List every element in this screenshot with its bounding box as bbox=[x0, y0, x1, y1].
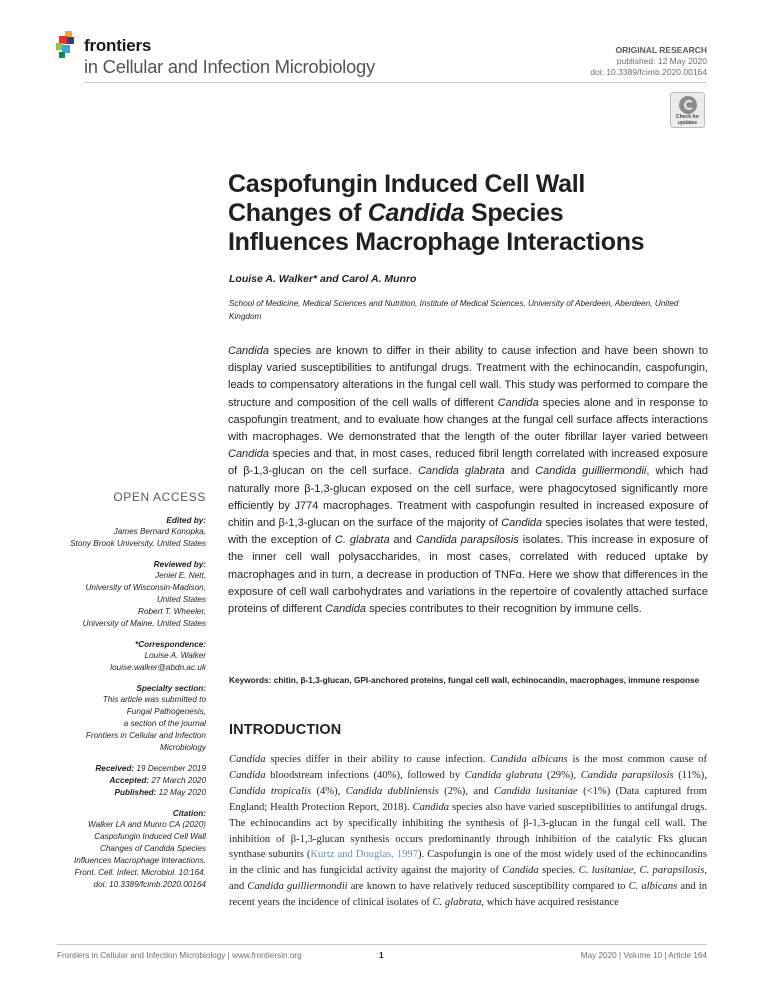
title-line-3: Influences Macrophage Interactions bbox=[228, 228, 645, 256]
reviewer-1-country: United States bbox=[156, 595, 206, 604]
text-run: species are known to differ in their ability to cause infection and have been shown to display varied susceptibilities to antifungal drugs. Treatment with the echinocandin, caspofungin, leads to compensatory alterations in the fungal cell wall. This study was performed to compare the structure and composition of the cell walls of different bbox=[228, 345, 708, 409]
refresh-icon bbox=[679, 96, 697, 114]
text-run: (4%), bbox=[311, 785, 346, 797]
species-name: Candida guilliermondii bbox=[247, 881, 348, 893]
reviewer-1-affiliation: University of Wisconsin-Madison, bbox=[85, 583, 206, 592]
article-meta bbox=[590, 45, 707, 78]
correspondence-name: Louise A. Walker bbox=[144, 651, 206, 660]
species-name: Candida bbox=[412, 801, 450, 813]
reviewer-2-affiliation: University of Maine, United States bbox=[82, 619, 206, 628]
text-run: and in recent years the incidence of clinical isolates of bbox=[229, 881, 707, 909]
published-date-sidebar: 12 May 2020 bbox=[158, 788, 206, 797]
text-run: is the most common cause of bbox=[567, 754, 707, 765]
received-label: Received: bbox=[95, 764, 135, 773]
keywords-list: chitin, β-1,3-glucan, GPI-anchored proteins, fungal cell wall, echinocandin, macrophages, immune response bbox=[273, 675, 700, 685]
published-label: Published: bbox=[114, 788, 157, 797]
text-run: species and that, in most cases, reduced fibril length correlated with increased exposure of β-1,3-glucan on the cell surface. bbox=[228, 448, 708, 478]
header-divider bbox=[84, 82, 707, 83]
text-run: species differ in their ability to cause infection. bbox=[265, 754, 491, 765]
page-number: 1 bbox=[379, 951, 384, 960]
title-line-1: Caspofungin Induced Cell Wall bbox=[228, 170, 586, 198]
keywords-label: Keywords: bbox=[229, 675, 272, 685]
species-name: Candida bbox=[228, 345, 269, 357]
check-for-updates-button[interactable] bbox=[670, 92, 705, 128]
species-name: C. glabrata bbox=[334, 534, 390, 547]
species-name: Candida bbox=[501, 517, 543, 530]
citation-line-2: Caspofungin Induced Cell Wall bbox=[94, 832, 206, 841]
text-run: , which had naturally more β-1,3-glucan exposed on the cell surface, were phagocytosed significantly more efficiently by J774 macrophages. Treatment with caspofungin resulted in increased exposure of chitin and β-1,3-glucan on the surface of the majority of bbox=[228, 465, 708, 530]
text-run: (<1%) (Data captured from England; Health Protection Report, 2018). bbox=[229, 785, 707, 813]
species-name: Candida bbox=[325, 603, 367, 616]
text-run: bloodstream infections (40%), followed by bbox=[265, 769, 465, 781]
text-run: (29%), bbox=[542, 769, 581, 781]
specialty-line-1: This article was submitted to bbox=[102, 695, 206, 704]
sidebar bbox=[60, 490, 206, 891]
specialty-line-5: Microbiology bbox=[160, 743, 206, 752]
text-run: species alone and in response to caspofungin treatment, and to evaluate how changes at the fungal cell surface affects interactions with macrophages. We demonstrated that the length of the outer fibrillar layer varied between bbox=[228, 396, 708, 444]
species-name: Candida bbox=[502, 865, 539, 877]
specialty-line-2: Fungal Pathogenesis, bbox=[126, 707, 206, 716]
species-name: Candida bbox=[228, 448, 269, 461]
text-run: species isolates that were tested, with the exception of bbox=[228, 517, 708, 547]
text-run: species contributes to their recognition by immune cells. bbox=[366, 603, 642, 616]
footer-issue-info: May 2020 | Volume 10 | Article 164 bbox=[580, 951, 707, 960]
section-heading-introduction: INTRODUCTION bbox=[229, 722, 342, 738]
accepted-row bbox=[60, 775, 206, 787]
text-run: , bbox=[633, 865, 640, 877]
species-name: Candida parapsilosis bbox=[580, 769, 674, 781]
species-name: Candida glabrata bbox=[464, 769, 543, 781]
text-run: and bbox=[504, 465, 536, 478]
citation-label: Citation: bbox=[172, 809, 206, 818]
keywords bbox=[229, 675, 709, 687]
reviewer-2-name[interactable]: Robert T. Wheeler, bbox=[138, 607, 206, 616]
check-updates-line-1: Check for bbox=[675, 114, 700, 120]
text-run: , which have acquired resistance bbox=[481, 897, 619, 909]
citation-line-3: Changes of Candida Species bbox=[99, 844, 206, 853]
published-row bbox=[60, 787, 206, 799]
citation-line-4: Influences Macrophage Interactions. bbox=[74, 856, 206, 865]
correspondence-email[interactable]: louise.walker@abdn.ac.uk bbox=[110, 663, 206, 672]
species-name: C. parapsilosis bbox=[639, 865, 705, 877]
introduction-text bbox=[229, 752, 707, 911]
reference-link[interactable]: Kurtz and Douglas, 1997 bbox=[310, 849, 419, 861]
received-row bbox=[60, 763, 206, 775]
species-name: Candida dubliniensis bbox=[345, 785, 439, 797]
species-name: Candida guilliermondii bbox=[535, 465, 647, 478]
species-name: Candida lusitaniae bbox=[494, 785, 578, 797]
species-name: C. lusitaniae bbox=[578, 865, 634, 877]
reviewed-by-label: Reviewed by: bbox=[153, 560, 206, 569]
text-run: species also have varied susceptibilities to antifungal drugs. The echinocandins act by specifically inhibiting the synthesis of β-1,3-glucan in the fungal cell wall. The inhibition of β-1,3-glucan synthesis occurs predominantly through inhibition of the catalytic Fks glucan synthase subunits ( bbox=[229, 801, 707, 861]
article-type: ORIGINAL RESEARCH bbox=[615, 45, 707, 55]
received-date: 19 December 2019 bbox=[136, 764, 206, 773]
frontiers-logo-icon bbox=[56, 31, 82, 61]
accepted-date: 27 March 2020 bbox=[151, 776, 206, 785]
text-run: isolates. This increase in exposure of the inner cell wall polysaccharides, in most cases, correlated with reduced uptake by macrophages and in turn, a decrease in production of TNFα. Here we show that differences in the exposure of cell wall carbohydrates and variations in the repertoire of covalently attached surface proteins of different bbox=[228, 534, 709, 616]
citation-doi[interactable]: doi: 10.3389/fcimb.2020.00164 bbox=[93, 880, 206, 889]
text-run: ). Caspofungin is one of the most widely used of the echinocandins in the clinic and has fungicidal activity against the majority of bbox=[229, 849, 707, 877]
open-access-label: OPEN ACCESS bbox=[113, 490, 206, 504]
title-line-2b: Species bbox=[464, 199, 564, 227]
article-title bbox=[228, 170, 718, 257]
citation-line-1: Walker LA and Munro CA (2020) bbox=[87, 820, 206, 829]
specialty-line-3: a section of the journal bbox=[123, 719, 206, 728]
journal-name: in Cellular and Infection Microbiology bbox=[84, 56, 375, 77]
text-run: (2%), and bbox=[438, 785, 495, 797]
affiliation: School of Medicine, Medical Sciences and Nutrition, Institute of Medical Sciences, University of Aberdeen, Aberdeen, United Kingdom bbox=[229, 299, 679, 321]
text-run: species. bbox=[538, 865, 579, 877]
species-name: Candida bbox=[229, 754, 266, 765]
species-name: Candida bbox=[229, 769, 266, 781]
text-run: (11%), bbox=[673, 769, 707, 781]
check-updates-line-2: updates bbox=[677, 119, 698, 126]
article-doi[interactable]: doi: 10.3389/fcimb.2020.00164 bbox=[590, 67, 707, 77]
published-date: published: 12 May 2020 bbox=[616, 56, 707, 66]
editor-name[interactable]: James Bernard Konopka, bbox=[113, 527, 206, 536]
species-name: C. albicans bbox=[628, 881, 678, 893]
accepted-label: Accepted: bbox=[109, 776, 150, 785]
title-genus: Candida bbox=[367, 199, 465, 227]
text-run: and bbox=[389, 534, 416, 547]
species-name: Candida tropicalis bbox=[229, 785, 312, 797]
species-name: Candida bbox=[497, 396, 539, 409]
text-run: are known to have relatively reduced susceptibility compared to bbox=[347, 881, 629, 893]
footer-journal-link[interactable]: Frontiers in Cellular and Infection Microbiology | www.frontiersin.org bbox=[57, 951, 302, 960]
correspondence-label: *Correspondence: bbox=[135, 640, 206, 649]
author-list: Louise A. Walker* and Carol A. Munro bbox=[229, 273, 417, 285]
title-line-2a: Changes of bbox=[228, 199, 368, 227]
species-name: Candida albicans bbox=[490, 754, 568, 765]
specialty-section-label: Specialty section: bbox=[136, 684, 206, 693]
species-name: Candida glabrata bbox=[417, 465, 505, 478]
footer-divider bbox=[57, 944, 707, 945]
abstract bbox=[228, 343, 708, 618]
citation-line-5: Front. Cell. Infect. Microbiol. 10:164. bbox=[74, 868, 206, 877]
brand-name: frontiers bbox=[84, 36, 152, 55]
edited-by-label: Edited by: bbox=[166, 516, 206, 525]
editor-affiliation: Stony Brook University, United States bbox=[70, 539, 206, 548]
species-name: C. glabrata bbox=[432, 897, 482, 909]
reviewer-1-name[interactable]: Jeniel E. Nett, bbox=[155, 571, 206, 580]
specialty-line-4: Frontiers in Cellular and Infection bbox=[85, 731, 206, 740]
text-run: , and bbox=[229, 865, 708, 893]
species-name: Candida parapsilosis bbox=[415, 534, 519, 547]
